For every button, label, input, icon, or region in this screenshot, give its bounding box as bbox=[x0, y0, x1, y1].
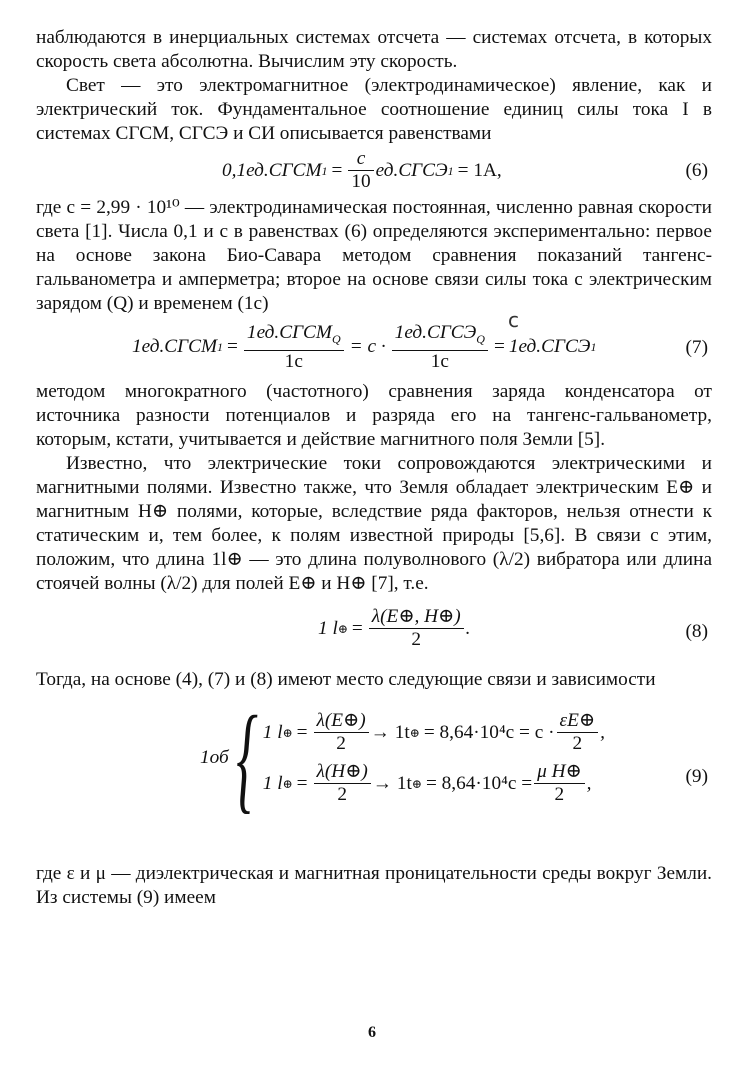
eq6-lhs: 0,1ед.СГСМ bbox=[222, 159, 322, 181]
eq9-r1-num: λ(E⊕) bbox=[314, 710, 369, 733]
eq6-fraction bbox=[348, 148, 373, 193]
eq7-num2: 1ед.СГСЭ bbox=[394, 322, 477, 343]
eq7-den1: 1c bbox=[284, 350, 303, 372]
eq9-r1-lhssub: ⊕ bbox=[282, 725, 293, 740]
paragraph-3: где c = 2,99 · 10¹⁰ — электродинамическая постоянная, численно равная скорости света [1]. Числа 0,1 и c в равенствах (6) определяются экспериментально: первое на основе закона Био-Савара методом сравнения показаний тангенс-гальванометра и амперметра; второе на основе связи силы тока с электрическим зарядом (Q) и временем (1с) bbox=[36, 197, 712, 314]
eq9-r2-fraction bbox=[314, 761, 371, 806]
eq8-tail: . bbox=[465, 617, 471, 639]
paragraph-6: Тогда, на основе (4), (7) и (8) имеют место следующие связи и зависимости bbox=[36, 669, 656, 690]
eq7-num1sub: Q bbox=[331, 331, 341, 346]
eq9-r1-lhs: 1 l bbox=[262, 721, 283, 743]
eq6-sub1: 1 bbox=[321, 163, 328, 178]
eq7-den2: 1c bbox=[430, 350, 449, 372]
eq8-eq: = bbox=[351, 617, 363, 639]
eq7-rhssub: 1 bbox=[590, 340, 597, 355]
eq9-label: 1об bbox=[200, 747, 229, 768]
eq7-eq3: = bbox=[493, 336, 505, 358]
equation-9 bbox=[36, 692, 712, 862]
eq9-r2-arrowsub: ⊕ bbox=[411, 776, 422, 791]
equation-6 bbox=[36, 146, 712, 196]
eq7-fraction-1 bbox=[244, 322, 344, 373]
eq9-number: (9) bbox=[685, 766, 708, 787]
eq9-r1-fraction-2 bbox=[557, 710, 599, 755]
eq6-number: (6) bbox=[685, 160, 708, 181]
paragraph-5: Известно, что электрические токи сопровождаются электрическими и магнитными полями. Известно также, что Земля обладает электрическим E⊕ и магнитным H⊕ полями, которые, вследствие ряда факторов, нельзя отнести к статическим и, тем более, к полям известной природы [5,6]. В связи с этим, положим, что длина 1l⊕ — это длина полуволнового (λ/2) вибратора или длина стоячей волны (λ/2) для полей E⊕ и H⊕ [7], т.е. bbox=[36, 453, 712, 594]
eq9-r1-den2: 2 bbox=[572, 733, 583, 754]
eq9-r2-den2: 2 bbox=[554, 784, 565, 805]
eq7-num2sub: Q bbox=[476, 331, 485, 346]
page-number: 6 bbox=[368, 1024, 376, 1041]
eq9-r1-val: = 8,64·10⁴c = c · bbox=[423, 721, 555, 743]
eq6-sub2: 1 bbox=[447, 163, 454, 178]
eq7-num1: 1ед.СГСМ bbox=[246, 322, 332, 343]
eq9-r1-fraction bbox=[314, 710, 369, 755]
eq9-r1-arrow: → 1t bbox=[370, 721, 410, 743]
eq9-row-1 bbox=[263, 710, 605, 755]
eq9-r2-num2: μ H⊕ bbox=[534, 761, 585, 784]
equation-7 bbox=[36, 308, 712, 380]
eq8-lhssub: ⊕ bbox=[337, 621, 348, 636]
eq6-mid: ед.СГСЭ bbox=[375, 159, 448, 181]
eq7-fraction-2 bbox=[392, 322, 488, 373]
paragraph-1: наблюдаются в инерциальных системах отсчета — системах отсчета, в которых скорость света абсолютна. Вычислим эту скорость. bbox=[36, 27, 712, 72]
eq9-r1-tail: , bbox=[600, 721, 605, 743]
paragraph-4: методом многократного (частотного) сравнения заряда конденсатора от источника разности потенциалов и разряда его на тангенс-гальванометр, которым, кстати, учитывается и действие магнитного поля Земли [5]. bbox=[36, 381, 712, 450]
paragraph-7: где ε и μ — диэлектрическая и магнитная проницательности среды вокруг Земли. Из системы (9) имеем bbox=[36, 863, 712, 908]
eq9-row-2 bbox=[263, 761, 605, 806]
eq9-r1-arrowsub: ⊕ bbox=[409, 725, 420, 740]
eq8-number: (8) bbox=[685, 621, 708, 642]
document-page bbox=[36, 26, 712, 910]
eq6-num: c bbox=[348, 148, 373, 171]
eq7-number: (7) bbox=[685, 337, 708, 358]
eq9-r2-tail: , bbox=[586, 772, 592, 794]
eq9-r2-lhs: 1 l bbox=[262, 772, 283, 794]
eq9-brace: { bbox=[235, 691, 258, 824]
eq8-fraction bbox=[369, 606, 464, 651]
eq9-system bbox=[263, 710, 605, 806]
eq7-eq2: = c · bbox=[349, 336, 386, 358]
eq8-den: 2 bbox=[411, 629, 422, 650]
eq7-rhs: 1ед.СГСЭ bbox=[508, 336, 591, 358]
eq9-r2-lhssub: ⊕ bbox=[282, 776, 293, 791]
handwritten-c-mark: c bbox=[508, 308, 519, 332]
eq9-r2-fraction-2 bbox=[534, 761, 585, 806]
equation-8 bbox=[36, 596, 712, 668]
eq9-r1-den: 2 bbox=[336, 733, 346, 754]
paragraph-2: Свет — это электромагнитное (электродинамическое) явление, как и электрический ток. Фундаментальное соотношение единиц силы тока I в системах СГСМ, СГСЭ и СИ описывается равенствами bbox=[36, 75, 712, 144]
eq8-num: λ(E⊕, H⊕) bbox=[369, 606, 464, 629]
eq9-r2-val: = 8,64·10⁴c = bbox=[425, 772, 533, 794]
eq7-lhs: 1ед.СГСМ bbox=[132, 336, 218, 358]
eq9-r2-den: 2 bbox=[337, 784, 347, 805]
eq6-rhs: = 1A, bbox=[457, 159, 502, 181]
eq8-lhs: 1 l bbox=[318, 617, 338, 639]
eq9-r2-eq: = bbox=[296, 772, 308, 794]
eq6-den: 10 bbox=[351, 171, 371, 192]
eq7-eq1: = bbox=[227, 336, 238, 358]
eq9-r1-eq: = bbox=[296, 721, 308, 743]
eq9-r1-num2: εE⊕ bbox=[557, 710, 599, 733]
eq7-sub1: 1 bbox=[217, 340, 224, 355]
eq9-r2-num: λ(H⊕) bbox=[314, 761, 371, 784]
eq9-r2-arrow: → 1t bbox=[372, 772, 412, 794]
eq6-eq1: = bbox=[331, 159, 343, 181]
